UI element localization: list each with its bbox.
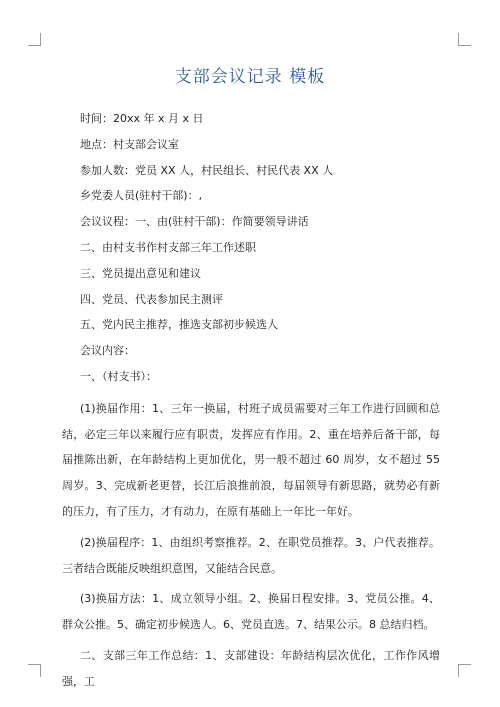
section-one-heading: 一、（村支书）： <box>80 369 157 383</box>
document-title: 支部会议记录 模板 <box>174 67 326 87</box>
agenda-item-1: 会议议程：一、由(驻村干部)：作简要领导讲话 <box>80 215 309 229</box>
paragraph-election-method: (3)换届方法：1、成立领导小组。2、换届日程安排。3、党员公推。4、群众公推。5、确定初步候选人。6、党员直选。7、结果公示。8 总结归档。 <box>62 592 440 632</box>
agenda-item-2: 二、由村支书作村支部三年工作述职 <box>80 240 256 254</box>
agenda-item-5: 五、党内民主推荐，推选支部初步候选人 <box>80 318 278 332</box>
agenda-item-3: 三、党员提出意见和建议 <box>80 266 201 280</box>
paragraph-election-procedure: (2)换届程序：1、由组织考察推荐。2、在职党员推荐。3、户代表推荐。三者结合既能反映组织意图，又能结合民意。 <box>62 535 440 575</box>
meeting-attendees: 参加人数：党员 XX 人，村民组长、村民代表 XX 人 <box>80 163 334 177</box>
meeting-time: 时间：20xx 年 x 月 x 日 <box>80 112 204 125</box>
meeting-content-heading: 会议内容： <box>80 344 135 358</box>
agenda-item-4: 四、党员、代表参加民主测评 <box>80 292 223 306</box>
crop-mark-bottom-right <box>458 664 471 677</box>
meeting-location: 地点：村支部会议室 <box>80 137 179 151</box>
township-staff: 乡党委人员(驻村干部)：, <box>80 189 203 203</box>
crop-mark-top-left <box>28 33 41 46</box>
paragraph-election-purpose: (1)换届作用：1、三年一换届，村班子成员需要对三年工作进行回顾和总结，必定三年以来履行应有职责，发挥应有作用。2、重在培养后备干部，每届推陈出新，在年龄结构上更加优化，男一般不超过 60 周岁，女不超过 55 周岁。3、完成新老更替，长江后浪推前浪，每届领导有新思路，就势必有新的压力，有了压力，才有动力，在原有基础上一年比一年好。 <box>62 401 440 518</box>
crop-mark-bottom-left <box>28 664 41 677</box>
crop-mark-top-right <box>458 33 471 46</box>
document-body <box>62 112 440 695</box>
paragraph-work-summary: 二、支部三年工作总结：1、支部建设：年龄结构层次优化，工作作风增强，工 <box>62 648 440 688</box>
